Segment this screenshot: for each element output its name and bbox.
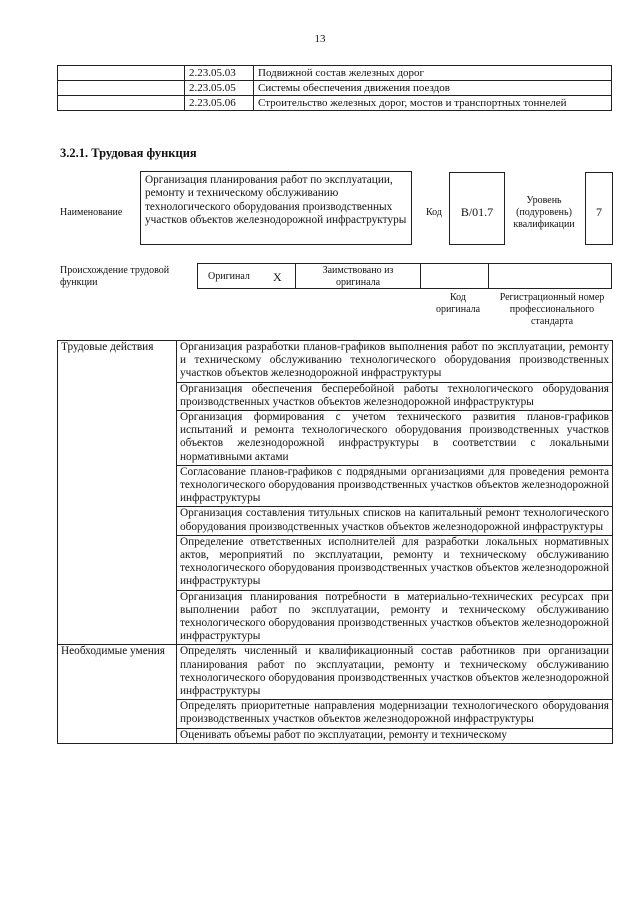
table-cell: Организация обеспечения бесперебойной работы технологического оборудования производственных участков объектов железнодорожной инфраструктуры: [177, 382, 613, 410]
borrowed-label: Заимствовано из оригинала: [322, 265, 394, 288]
table-cell: Организация формирования с учетом технического развития планов-графиков испытаний и ремонта технологического оборудования производственных участков объектов железнодорожной инфраструктуры в соответствии с локальными нормативными актами: [177, 411, 613, 466]
original-mark: X: [273, 270, 282, 284]
table-cell: Организация разработки планов-графиков выполнения работ по эксплуатации, ремонту и техническому обслуживанию технологического оборудования производственных участков объектов железнодорожной инфраструктуры: [177, 341, 613, 383]
code-cell: 2.23.05.05: [185, 81, 254, 96]
code-cell: 2.23.05.06: [185, 96, 254, 111]
empty-cell: [58, 66, 185, 81]
table-cell: Определять приоритетные направления модернизации технологического оборудования производственных участков объектов железнодорожной инфраструктуры: [177, 700, 613, 728]
level-label: Уровень (подуровень) квалификации: [513, 195, 575, 230]
origin-row: [197, 263, 612, 289]
code-cell: 2.23.05.03: [185, 66, 254, 81]
function-name-box: Организация планирования работ по эксплуатации, ремонту и техническому обслуживанию технологического оборудования производственных участков объектов железнодорожной инфраструктуры: [140, 171, 412, 245]
table-cell: Оценивать объемы работ по эксплуатации, ремонту и техническому: [177, 728, 613, 743]
table-row: [58, 341, 613, 383]
category-cell: Трудовые действия: [58, 341, 177, 645]
divider: [488, 263, 489, 289]
table-row: [58, 645, 613, 700]
page-number: 13: [314, 33, 326, 45]
name-cell: Строительство железных дорог, мостов и транспортных тоннелей: [254, 96, 612, 111]
original-label: Оригинал: [208, 271, 250, 282]
code-original-caption: Код оригинала: [435, 292, 481, 315]
divider: [295, 263, 296, 289]
name-cell: Подвижной состав железных дорог: [254, 66, 612, 81]
reg-number-caption: Регистрационный номер профессионального стандарта: [499, 292, 605, 327]
codes-table: [57, 65, 612, 111]
table-cell: Организация планирования потребности в материально-технических ресурсах при выполнении работ по эксплуатации, ремонту и техническому обслуживанию технологического оборудования производственных участков объектов железнодорожной инфраструктуры: [177, 590, 613, 645]
section-title: 3.2.1. Трудовая функция: [60, 146, 197, 160]
level-box: 7: [585, 172, 613, 245]
name-label: Наименование: [60, 207, 123, 218]
category-cell: Необходимые умения: [58, 645, 177, 743]
name-cell: Системы обеспечения движения поездов: [254, 81, 612, 96]
origin-label: Происхождение трудовой функции: [60, 265, 170, 288]
table-cell: Определение ответственных исполнителей для разработки локальных нормативных актов, мероприятий по эксплуатации, ремонту и техническому обслуживанию технологического оборудования производственных участков объектов железнодорожной инфраструктуры: [177, 535, 613, 590]
code-label: Код: [426, 207, 442, 218]
table-row: [58, 81, 612, 96]
table-cell: Определять численный и квалификационный состав работников при организации планирования работ по эксплуатации, ремонту и техническому обслуживанию технологического оборудования производственных участков объектов железнодорожной инфраструктуры: [177, 645, 613, 700]
code-box: B/01.7: [449, 172, 505, 245]
table-cell: Организация составления титульных списков на капитальный ремонт технологического оборудования производственных участков объектов железнодорожной инфраструктуры: [177, 507, 613, 535]
empty-cell: [58, 81, 185, 96]
table-cell: Согласование планов-графиков с подрядными организациями для проведения ремонта технологического оборудования производственных участков объектов железнодорожной инфраструктуры: [177, 465, 613, 507]
table-row: [58, 66, 612, 81]
divider: [420, 263, 421, 289]
main-table: [57, 340, 613, 744]
table-row: [58, 96, 612, 111]
empty-cell: [58, 96, 185, 111]
